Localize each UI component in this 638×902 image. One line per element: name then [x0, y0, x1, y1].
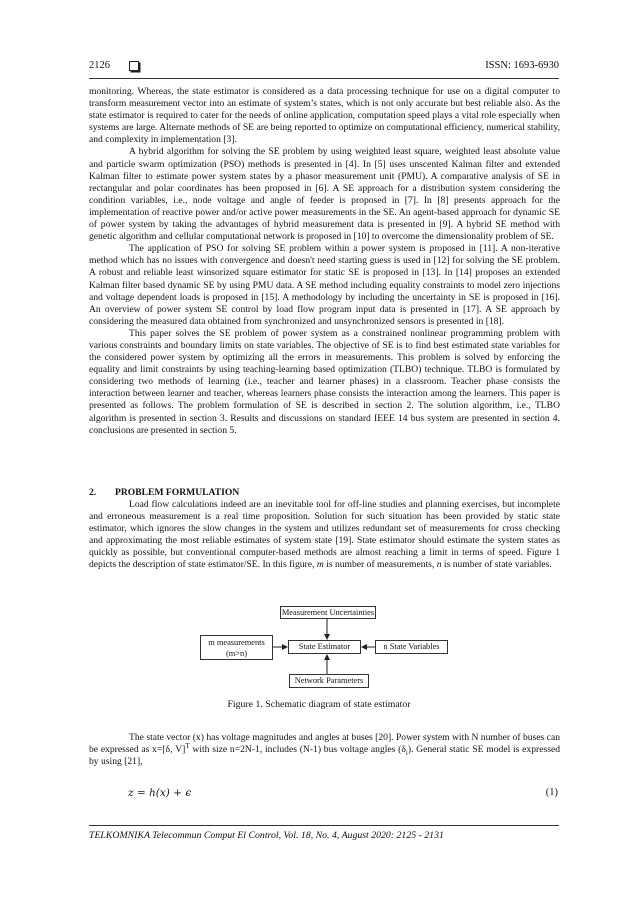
schematic-diagram: [200, 606, 450, 692]
paragraph: [89, 499, 560, 572]
equation: [128, 787, 558, 801]
state-variables-box: n State Variables: [375, 640, 448, 654]
intro-text: [89, 86, 560, 437]
text-part: ). General static SE model is expressed by using [21],: [89, 744, 560, 768]
var-n: n: [436, 559, 442, 571]
page-footer: TELKOMNIKA Telecommun Comput El Control, Vol. 18, No. 4, August 2020: 2125 - 2131: [89, 830, 444, 841]
paragraph-mid: is number of measurements,: [323, 559, 437, 571]
text-part: with size n=2N-1, includes (N-1) bus voltage angles (δ: [189, 744, 406, 756]
equation-expression: z = h(x) + ϵ: [128, 787, 192, 799]
subscript: i: [405, 749, 408, 757]
paragraph-end: is number of state variables.: [441, 559, 552, 571]
var-m: m: [316, 559, 324, 571]
issn: ISSN: 1693-6930: [485, 60, 559, 71]
estimator-box: State Estimator: [288, 640, 361, 654]
measurements-condition: (m>n): [225, 649, 247, 658]
section-text: [89, 499, 560, 572]
paragraph-body: Load flow calculations indeed are an inevitable tool for off-line studies and planning exercises, but incomplete and erroneous measurement is a real time proposition. Solution for such situation has been provided by static state estimator, which ignores the slow changes in the system and utilizes redundant set of measurements for cross checking and approximating the most reliable estimates of system state [19]. State estimator should estimate the system states as quickly as possible, but conventional computer-based methods are almost reaching a limit in terms of speed. Figure 1 depicts the description of state estimator/SE. In this figure,: [89, 499, 560, 571]
section-number: 2.: [89, 487, 97, 498]
paragraph: A hybrid algorithm for solving the SE problem by using weighted least square, weighted least absolute value and particle swarm optimization (PSO) methods is presented in [4]. In [5] uses unscented Kalman filter and extended Kalman filter to estimate power system states by a phasor measurement unit (PMU). A comparative analysis of SE in rectangular and polar coordinates has been proposed in [6]. A SE approach for a distribution system considering the condition variables, i.e., node voltage and angle of feeder is proposed in [7]. In [8] presents approach for the implementation of reactive power and/or active power measurements in the SE. An agent-based approach for dynamic SE of power system by taking the advantages of hybrid measurement data is presented in [9]. A hybrid SE method with genetic algorithm and cellular computational network is proposed in [10] to overcome the dimensionality problem of SE.: [89, 146, 560, 243]
text-part: The state vector (x) has voltage magnitudes and angles at buses [20]. Power system with N number of buses can be expressed as x=[δ, V]: [89, 732, 560, 756]
superscript: T: [185, 741, 190, 750]
square-icon: [129, 61, 139, 71]
measurements-label: m measurements: [208, 638, 265, 647]
page-number: 2126: [89, 60, 110, 71]
paragraph: This paper solves the SE problem of power system as a constrained nonlinear programming problem with various constraints and boundary limits on state variables. The objective of SE is to find best estimated state variables for the considered power system by optimizing all the errors in measurements. This problem is solved by enforcing the equality and limit constraints by using teaching-learning based optimization (TLBO) technique. TLBO is formulated by considering two methods of learning (i.e., teacher and learner phases) in a classroom. Teacher phase consists the interaction between learner and teacher, whereas learners phase consists the interaction among the learners. This paper is presented as follows. The problem formulation of SE is described in section 2. The solution algorithm, i.e., TLBO algorithm is presented in section 3. Results and discussions on standard IEEE 14 bus system are presented in section 4. conclusions are presented in section 5.: [89, 327, 560, 436]
section-heading: [89, 487, 239, 498]
page-header: [89, 60, 559, 76]
state-vector-text: [89, 732, 560, 768]
network-parameters-box: Network Parameters: [289, 674, 369, 688]
section-title: PROBLEM FORMULATION: [115, 487, 240, 498]
paragraph: [89, 732, 560, 768]
footer-rule: [89, 825, 559, 826]
paragraph: monitoring. Whereas, the state estimator is considered as a data processing technique for use on a digital computer to transform measurement vector into an estimate of system’s states, which is not only accurate but best reliable also. As the state estimator is required to cater for the needs of online application, computation speed plays a vital role especially when systems are large. Alternate methods of SE are being reported to optimize on computational efficiency, numerical stability, and complexity in implementation [3].: [89, 86, 560, 146]
paragraph: The application of PSO for solving SE problem within a power system is proposed in [11]. A non-iterative method which has no issues with convergence and doesn't need starting guess is used in [12] for solving the SE problem. A robust and reliable least winsorized square estimator for static SE is proposed in [13]. In [14] proposes an extended Kalman filter based dynamic SE by using PMU data. A SE method including equality constraints to model zero injections and voltage dependent loads is proposed in [15]. A methodology by including the uncertainty in SE is proposed in [16]. An overview of power system SE control by load flow program input data is presented in [17]. A SE approach by considering the measured data obtained from synchronized and unsynchronized sensors is presented in [18].: [89, 243, 560, 327]
header-rule: [89, 78, 559, 79]
figure-caption: Figure 1. Schematic diagram of state estimator: [227, 699, 411, 710]
equation-number: (1): [545, 787, 558, 798]
measurements-box: [200, 635, 273, 660]
uncertainties-box: Measurement Uncertainties: [281, 608, 375, 617]
